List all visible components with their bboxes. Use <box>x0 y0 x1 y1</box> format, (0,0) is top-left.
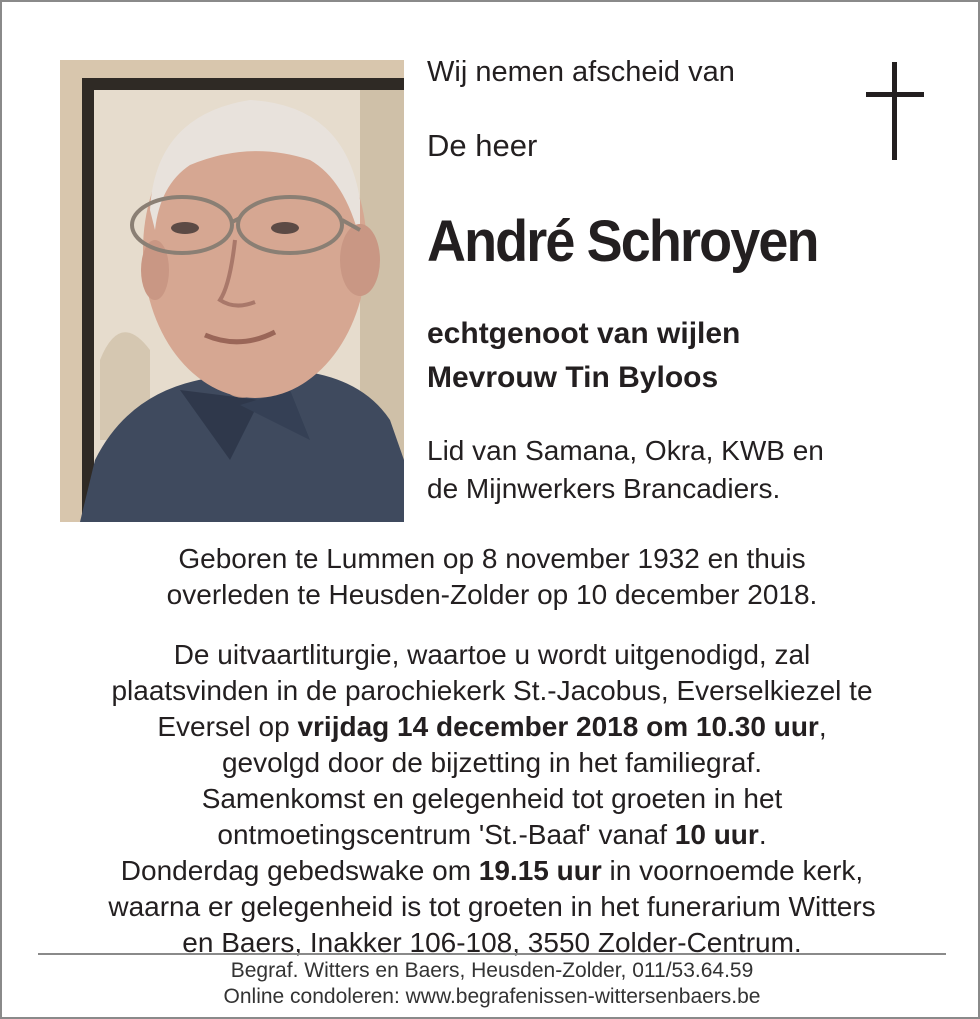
ceremony-line-2: plaatsvinden in de parochiekerk St.-Jacobus, Everselkiezel te <box>111 675 873 706</box>
funeral-home-contact: Begraf. Witters en Baers, Heusden-Zolder, 011/53.64.59 <box>230 959 754 982</box>
ceremony-line-1: De uitvaartliturgie, waartoe u wordt uitgenodigd, zal <box>173 639 811 670</box>
cross-icon <box>866 62 924 160</box>
ceremony-line-3-post: , <box>818 711 827 742</box>
ceremony-line-8: waarna er gelegenheid is tot groeten in het funerarium Witters <box>108 891 876 922</box>
footer-divider <box>38 953 946 955</box>
spouse-info <box>427 312 740 400</box>
born-line-2: overleden te Heusden-Zolder op 10 december 2018. <box>166 579 818 610</box>
ceremony-info <box>42 637 942 961</box>
deceased-name: André Schroyen <box>427 209 818 274</box>
ceremony-line-6-post: . <box>758 819 767 850</box>
membership-line-2: de Mijnwerkers Brancadiers. <box>427 473 781 504</box>
prayer-vigil-time: 19.15 uur <box>478 855 602 886</box>
portrait-photo <box>60 60 404 522</box>
title-text: De heer <box>427 128 538 163</box>
ceremony-line-7-post: in voornoemde kerk, <box>601 855 864 886</box>
gathering-time: 10 uur <box>674 819 759 850</box>
ceremony-line-3 <box>42 709 942 745</box>
spouse-line-2: Mevrouw Tin Byloos <box>427 361 719 394</box>
ceremony-line-9: en Baers, Inakker 106-108, 3550 Zolder-Centrum. <box>182 927 802 958</box>
ceremony-line-6 <box>42 817 942 853</box>
birth-death-info <box>42 541 942 613</box>
spouse-line-1: echtgenoot van wijlen <box>427 317 741 350</box>
ceremony-line-7 <box>42 853 942 889</box>
ceremony-line-5: Samenkomst en gelegenheid tot groeten in het <box>201 783 783 814</box>
ceremony-line-4: gevolgd door de bijzetting in het familiegraf. <box>221 747 763 778</box>
ceremony-line-7-pre: Donderdag gebedswake om <box>120 855 479 886</box>
online-condolences: Online condoleren: www.begrafenissen-wittersenbaers.be <box>223 985 761 1008</box>
ceremony-line-3-pre: Eversel op <box>157 711 298 742</box>
ceremony-date: vrijdag 14 december 2018 om 10.30 uur <box>297 711 819 742</box>
ceremony-line-6-pre: ontmoetingscentrum 'St.-Baaf' vanaf <box>217 819 675 850</box>
intro-text: Wij nemen afscheid van <box>427 56 735 88</box>
born-line-1: Geboren te Lummen op 8 november 1932 en thuis <box>178 543 806 574</box>
membership-line-1: Lid van Samana, Okra, KWB en <box>427 435 824 466</box>
membership-info <box>427 432 824 508</box>
